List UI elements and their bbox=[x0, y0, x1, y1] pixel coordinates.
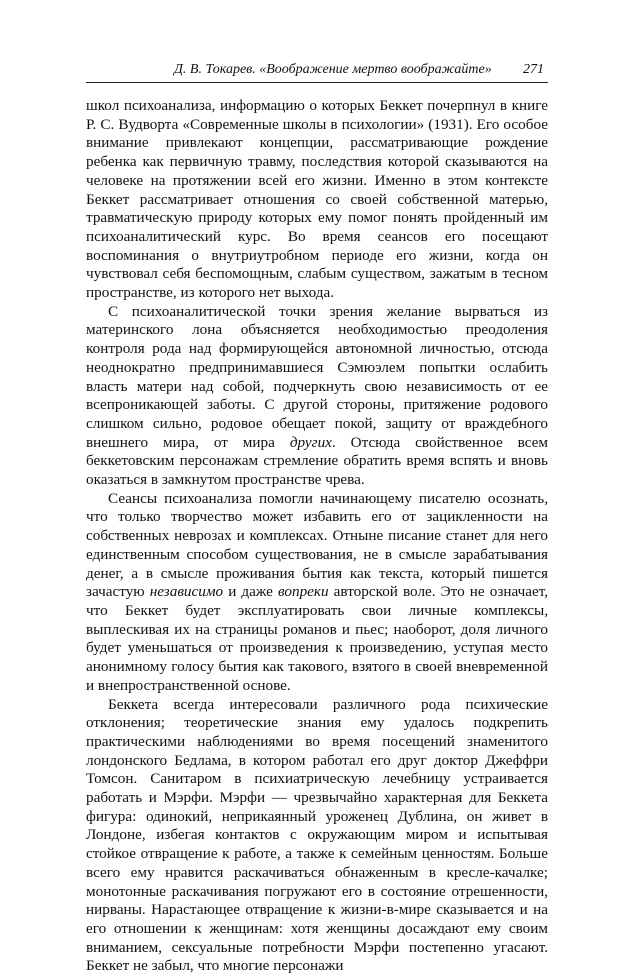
emphasis-vopreki: вопреки bbox=[278, 583, 329, 600]
paragraph-3 bbox=[86, 490, 548, 696]
paragraph-2 bbox=[86, 303, 548, 490]
paragraph-3-text-a: Сеансы психоанализа помогли начинающему писателю осознать, что только творчество может избавить его от зацикленности на собственных неврозах и комплексах. Отныне писание станет для него единственным способом существования, не в смысле зарабатывания денег, а в смысле проживания бытия как текста, который пишется зачастую bbox=[86, 490, 548, 601]
page-number: 271 bbox=[523, 60, 544, 80]
running-header bbox=[86, 60, 548, 83]
paragraph-3-text-c: авторской воле. Это не означает, что Беккет будет эксплуатировать свои личные комплексы, выплескивая их на страницы романов и пьес; наоборот, доля личного будет уменьшаться от произведения к произведению, уступая место анонимному голосу бытия как такового, взятого в своей вневременной и внепространственной основе. bbox=[86, 583, 548, 694]
emphasis-drugikh: других bbox=[290, 434, 332, 451]
paragraph-4: Беккета всегда интересовали различного рода психические отклонения; теоретические знания ему удалось подкрепить практическими наблюдениями во время посещений знаменитого лондонского Бедлама, в котором работал его друг доктор Джеффри Томсон. Санитаром в психиатрическую лечебницу устраивается работать и Мэрфи. Мэрфи — чрезвычайно характерная для Беккета фигура: одинокий, неприкаянный уроженец Дублина, он живет в Лондоне, избегая контактов с окружающим миром и испытывая стойкое отвращение к работе, а также к семейным ценностям. Больше всего ему нравится раскачиваться обнаженным в кресле-качалке; монотонные раскачивания погружают его в состояние отрешенности, нирваны. Нарастающее отвращение к жизни-в-мире сказывается и на его отношении к женщинам: хотя женщины досаждают ему своим вниманием, сексуальные потребности Мэрфи постепенно угасают. Беккет не забыл, что многие персонажи bbox=[86, 696, 548, 976]
body-text bbox=[86, 97, 548, 976]
paragraph-2-text-b: . Отсюда свойственное всем беккетовским персонажам стремление обратить время вспять и вновь оказаться в замкнутом пространстве чрева. bbox=[86, 434, 548, 488]
paragraph-2-text-a: С психоаналитической точки зрения желание вырваться из материнского лона объясняется необходимостью преодоления контроля рода над формирующейся автономной личностью, отсюда неоднократно предпринимавшиеся Сэмюэлем попытки ослабить власть матери над собой, подчеркнуть свою независимость от ее всепроникающей заботы. С другой стороны, притяжение родового слишком сильно, родовое обещает покой, защиту от враждебного внешнего мира, от мира bbox=[86, 303, 548, 451]
emphasis-nezavisimo: независимо bbox=[150, 583, 223, 600]
running-title: Д. В. Токарев. «Воображение мертво воображайте» bbox=[174, 60, 492, 80]
paragraph-1: школ психоанализа, информацию о которых Беккет почерпнул в книге Р. С. Вудворта «Современные школы в психологии» (1931). Его особое внимание привлекают концепции, рассматривающие рождение ребенка как первичную травму, последствия которой сказываются на человеке на протяжении всей его жизни. Именно в этом контексте Беккет рассматривает отношения со своей собственной матерью, травматическую природу которых ему помог понять пройденный им психоаналитический курс. Во время сеансов его посещают воспоминания о внутриутробном периоде его жизни, когда он чувствовал себя беспомощным, слабым существом, зажатым в тесном пространстве, из которого нет выхода. bbox=[86, 97, 548, 303]
paragraph-3-text-b: и даже bbox=[223, 583, 278, 600]
